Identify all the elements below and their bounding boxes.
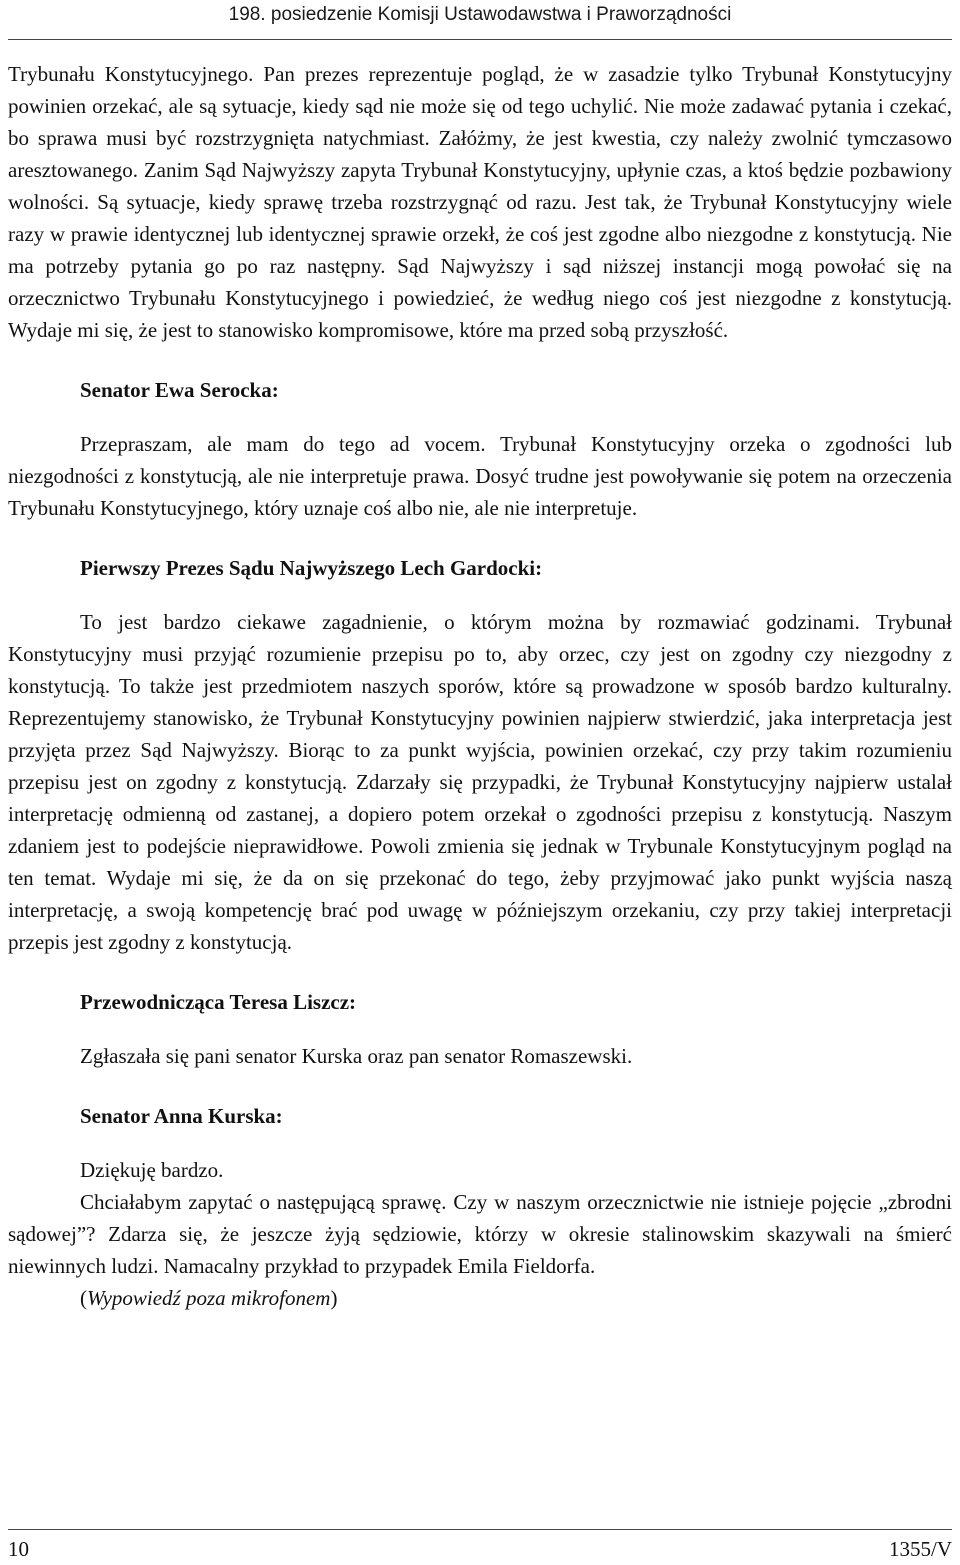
page-footer [0,1525,960,1565]
header-divider [8,39,952,40]
paragraph-kurska-thanks: Dziękuję bardzo. [80,1158,224,1182]
page-header [0,0,960,44]
page-number: 10 [8,1537,29,1561]
paragraph-liszcz: Zgłaszała się pani senator Kurska oraz pan senator Romaszewski. [80,1044,633,1068]
speaker-lech-gardocki: Pierwszy Prezes Sądu Najwyższego Lech Gardocki: [80,556,543,580]
paragraph-gardocki: To jest bardzo ciekawe zagadnienie, o którym można by rozmawiać godzinami. Trybunał Konstytucyjny musi przyjąć rozumienie przepisu po to, aby orzec, czy jest on zgodny czy niezgodny z konstytucją. To także jest przedmiotem naszych sporów, które są prowadzone w sposób bardzo kulturalny. Reprezentujemy stanowisko, że Trybunał Konstytucyjny powinien najpierw stwierdzić, jaka interpretacja jest przyjęta przez Sąd Najwyższy. Biorąc to za punkt wyjścia, powinien orzekać, czy przy takim rozumieniu przepisu jest on zgodny z konstytucją. Zdarzały się przypadki, że Trybunał Konstytucyjny najpierw ustalał interpretację odmienną od zastanej, a dopiero potem orzekał o zgodności przepisu z konstytucją. Naszym zdaniem jest to podejście nieprawidłowe. Powoli zmienia się jednak w Trybunale Konstytucyjnym pogląd na ten temat. Wydaje mi się, że da on się przekonać do tego, żeby przyjmować jako punkt wyjścia naszą interpretację, a swoją kompetencję brać pod uwagę w późniejszym orzekaniu, czy przy takiej interpretacji przepis jest zgodny z konstytucją. [8,610,952,954]
speaker-ewa-serocka: Senator Ewa Serocka: [80,378,279,402]
transcript-body [8,58,952,1314]
paragraph-kurska-question: Chciałabym zapytać o następującą sprawę. Czy w naszym orzecznictwie nie istnieje pojęcie „zbrodni sądowej”? Zdarza się, że jeszcze żyją sędziowie, którzy w okresie stalinowskim skazywali na śmierć niewinnych ludzi. Namacalny przykład to przypadek Emila Fieldorfa. [8,1190,952,1278]
document-id: 1355/V [889,1537,952,1561]
header-title: 198. posiedzenie Komisji Ustawodawstwa i Praworządności [228,4,732,25]
speaker-anna-kurska: Senator Anna Kurska: [80,1104,283,1128]
paragraph-continuation: Trybunału Konstytucyjnego. Pan prezes reprezentuje pogląd, że w zasadzie tylko Trybunał Konstytucyjny powinien orzekać, ale są sytuacje, kiedy sąd nie może się od tego uchylić. Nie może zadawać pytania i czekać, bo sprawa musi być rozstrzygnięta natychmiast. Załóżmy, że jest kwestia, czy należy zwolnić tymczasowo aresztowanego. Zanim Sąd Najwyższy zapyta Trybunał Konstytucyjny, upłynie czas, a ktoś będzie pozbawiony wolności. Są sytuacje, kiedy sprawę trzeba rozstrzygnąć od razu. Jest tak, że Trybunał Konstytucyjny wiele razy w prawie identycznej lub identycznej sprawie orzekł, że coś jest zgodne albo niezgodne z konstytucją. Nie ma potrzeby pytania go po raz następny. Sąd Najwyższy i sąd niższej instancji mogą powołać się na orzecznictwo Trybunału Konstytucyjnego i powiedzieć, że według niego coś jest niezgodne z konstytucją. Wydaje mi się, że jest to stanowisko kompromisowe, które ma przed sobą przyszłość. [8,62,952,342]
footer-divider [8,1529,952,1530]
stage-remark: (Wypowiedź poza mikrofonem) [80,1286,338,1310]
speaker-teresa-liszcz: Przewodnicząca Teresa Liszcz: [80,990,357,1014]
stage-remark-text: Wypowiedź poza mikrofonem [87,1286,331,1310]
paragraph-serocka: Przepraszam, ale mam do tego ad vocem. Trybunał Konstytucyjny orzeka o zgodności lub niezgodności z konstytucją, ale nie interpretuje prawa. Dosyć trudne jest powoływanie się potem na orzeczenia Trybunału Konstytucyjnego, który uznaje coś albo nie, ale nie interpretuje. [8,432,952,520]
